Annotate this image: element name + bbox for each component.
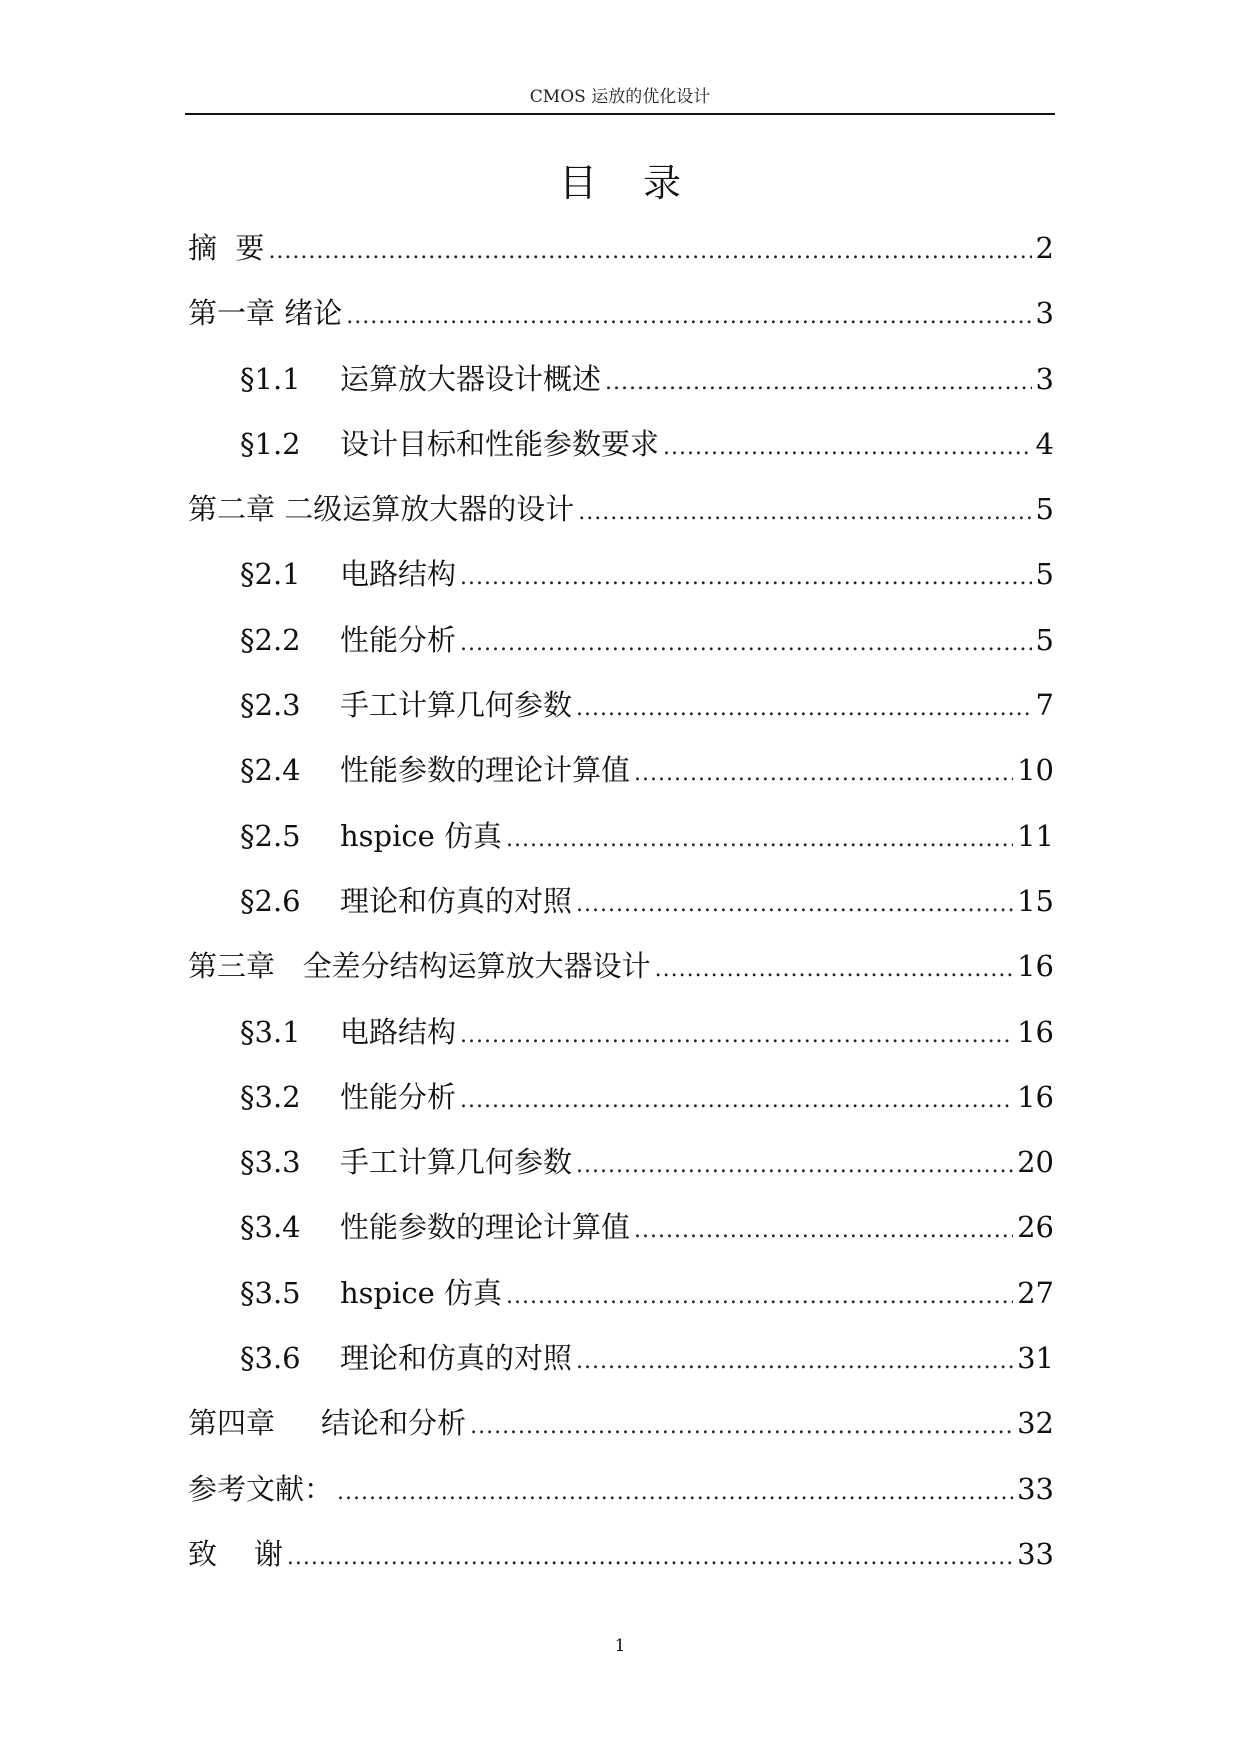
toc-page-number: 3: [1035, 296, 1054, 331]
toc-entry-label: [240, 542, 456, 607]
toc-page-number: 33: [1017, 1471, 1054, 1506]
toc-entry[interactable]: [188, 1391, 1054, 1456]
toc-section-number: §3.3: [240, 1145, 301, 1180]
toc-entry-label: [240, 608, 456, 673]
toc-page-number: 5: [1035, 622, 1054, 657]
toc-page-number: 31: [1017, 1341, 1054, 1376]
toc-entry-text: 理论和仿真的对照: [340, 1341, 573, 1376]
dot-leader: [576, 872, 1013, 937]
toc-page-number: 11: [1017, 818, 1054, 853]
toc-entry-label: [240, 738, 630, 803]
toc-entry-text: 第一章 绪论: [188, 296, 343, 331]
toc-page-number: 16: [1017, 1079, 1054, 1114]
toc-entry[interactable]: [188, 477, 1054, 542]
toc-entry-label: [240, 347, 601, 412]
toc-page-number: 5: [1035, 492, 1054, 527]
toc-section-number: §3.5: [240, 1275, 301, 1310]
toc-entry-label: [188, 1522, 283, 1587]
toc-entry-label: [240, 1195, 630, 1260]
toc-entry[interactable]: [188, 412, 1054, 477]
dot-leader: [663, 415, 1032, 480]
toc-entry-text: 性能参数的理论计算值: [340, 753, 631, 788]
toc-section-number: §3.2: [240, 1079, 301, 1114]
toc-entry-label: [240, 673, 572, 738]
toc-entry-label: [240, 1261, 502, 1326]
toc-entry-text: 第二章 二级运算放大器的设计: [188, 492, 575, 527]
toc-entry-label: [188, 1457, 333, 1522]
dot-leader: [605, 350, 1032, 415]
toc-entry-text: 性能分析: [340, 1079, 457, 1114]
toc-entry-text: 运算放大器设计概述: [340, 361, 602, 396]
toc-entry-text: hspice 仿真: [340, 1275, 503, 1310]
toc-entry-text: 性能分析: [340, 622, 457, 657]
toc-entry-label: [188, 281, 342, 346]
toc-page-number: 33: [1017, 1536, 1054, 1571]
toc-entry-label: [188, 216, 264, 281]
dot-leader: [460, 611, 1032, 676]
toc-entry[interactable]: [188, 1522, 1054, 1587]
toc-entry-text: 第四章 结论和分析: [188, 1406, 467, 1441]
toc-page-number: 16: [1017, 949, 1054, 984]
toc-section-number: §2.5: [240, 818, 301, 853]
toc-entry-label: [240, 804, 502, 869]
toc-entry-text: 电路结构: [340, 557, 457, 592]
dot-leader: [576, 1329, 1013, 1394]
toc-entry[interactable]: [188, 934, 1054, 999]
toc-section-number: §2.4: [240, 753, 301, 788]
toc-entry-label: [240, 1065, 456, 1130]
toc-entry-text: 手工计算几何参数: [340, 688, 573, 723]
toc-entry[interactable]: [188, 347, 1054, 412]
toc-section-number: §2.1: [240, 557, 301, 592]
toc-entry-label: [240, 869, 572, 934]
toc-entry[interactable]: [188, 1000, 1054, 1065]
toc-section-number: §3.1: [240, 1014, 301, 1049]
toc-entry-label: [188, 934, 651, 999]
toc-entry-label: [188, 477, 574, 542]
page-title: 目录: [558, 161, 727, 205]
dot-leader: [346, 284, 1031, 349]
header-rule: [185, 113, 1055, 115]
dot-leader: [506, 1264, 1013, 1329]
toc-entry[interactable]: [188, 216, 1054, 281]
dot-leader: [578, 480, 1031, 545]
dot-leader: [470, 1394, 1013, 1459]
toc-entry-label: [240, 1130, 572, 1195]
toc-entry[interactable]: [188, 1065, 1054, 1130]
toc-entry[interactable]: [188, 281, 1054, 346]
toc-entry[interactable]: [188, 542, 1054, 607]
dot-leader: [337, 1460, 1013, 1525]
table-of-contents: [188, 216, 1054, 1587]
toc-entry-text: 致 谢: [188, 1536, 283, 1571]
toc-section-number: §2.3: [240, 688, 301, 723]
dot-leader: [460, 1003, 1013, 1068]
toc-entry-label: [240, 1000, 456, 1065]
toc-entry-text: 摘 要: [188, 231, 265, 265]
toc-section-number: §2.6: [240, 883, 301, 918]
toc-entry-label: [240, 1326, 572, 1391]
toc-entry-label: [240, 412, 659, 477]
dot-leader: [460, 545, 1032, 610]
toc-entry[interactable]: [188, 1130, 1054, 1195]
dot-leader: [576, 676, 1032, 741]
toc-entry-text: 设计目标和性能参数要求: [340, 426, 660, 461]
toc-page-number: 2: [1035, 231, 1054, 265]
dot-leader: [506, 807, 1013, 872]
toc-page-number: 10: [1017, 753, 1054, 788]
toc-section-number: §3.4: [240, 1210, 301, 1245]
toc-section-number: §1.1: [240, 361, 301, 396]
toc-entry[interactable]: [188, 673, 1054, 738]
toc-section-number: §1.2: [240, 426, 301, 461]
dot-leader: [576, 1133, 1013, 1198]
toc-page-number: 32: [1017, 1406, 1054, 1441]
toc-entry-text: 参考文献：: [188, 1471, 334, 1506]
toc-page-number: 26: [1017, 1210, 1054, 1245]
dot-leader: [460, 1068, 1013, 1133]
toc-entry-text: 理论和仿真的对照: [340, 883, 573, 918]
toc-page-number: 16: [1017, 1014, 1054, 1049]
toc-entry-text: hspice 仿真: [340, 818, 503, 853]
toc-page-number: 27: [1017, 1275, 1054, 1310]
toc-page-number: 15: [1017, 883, 1054, 918]
toc-entry[interactable]: [188, 1261, 1054, 1326]
dot-leader: [634, 741, 1013, 806]
toc-section-number: §2.2: [240, 622, 301, 657]
toc-page-number: 5: [1035, 557, 1054, 592]
dot-leader: [634, 1198, 1013, 1263]
toc-page-number: 20: [1017, 1145, 1054, 1180]
toc-entry[interactable]: [188, 804, 1054, 869]
toc-entry-text: 手工计算几何参数: [340, 1145, 573, 1180]
toc-page-number: 7: [1035, 688, 1054, 723]
toc-section-number: §3.6: [240, 1341, 301, 1376]
toc-entry-text: 第三章 全差分结构运算放大器设计: [188, 949, 651, 984]
toc-page-number: 4: [1035, 426, 1054, 461]
toc-entry[interactable]: [188, 869, 1054, 934]
toc-entry[interactable]: [188, 1326, 1054, 1391]
dot-leader: [287, 1525, 1013, 1590]
toc-page-number: 3: [1035, 361, 1054, 396]
running-header: CMOS 运放的优化设计: [529, 87, 711, 107]
page-number: 1: [614, 1636, 626, 1656]
toc-entry[interactable]: [188, 1457, 1054, 1522]
dot-leader: [655, 937, 1013, 1002]
toc-entry-text: 性能参数的理论计算值: [340, 1210, 631, 1245]
toc-entry-label: [188, 1391, 466, 1456]
toc-entry[interactable]: [188, 1195, 1054, 1260]
toc-entry[interactable]: [188, 608, 1054, 673]
toc-entry[interactable]: [188, 738, 1054, 803]
toc-entry-text: 电路结构: [340, 1014, 457, 1049]
dot-leader: [268, 219, 1031, 284]
